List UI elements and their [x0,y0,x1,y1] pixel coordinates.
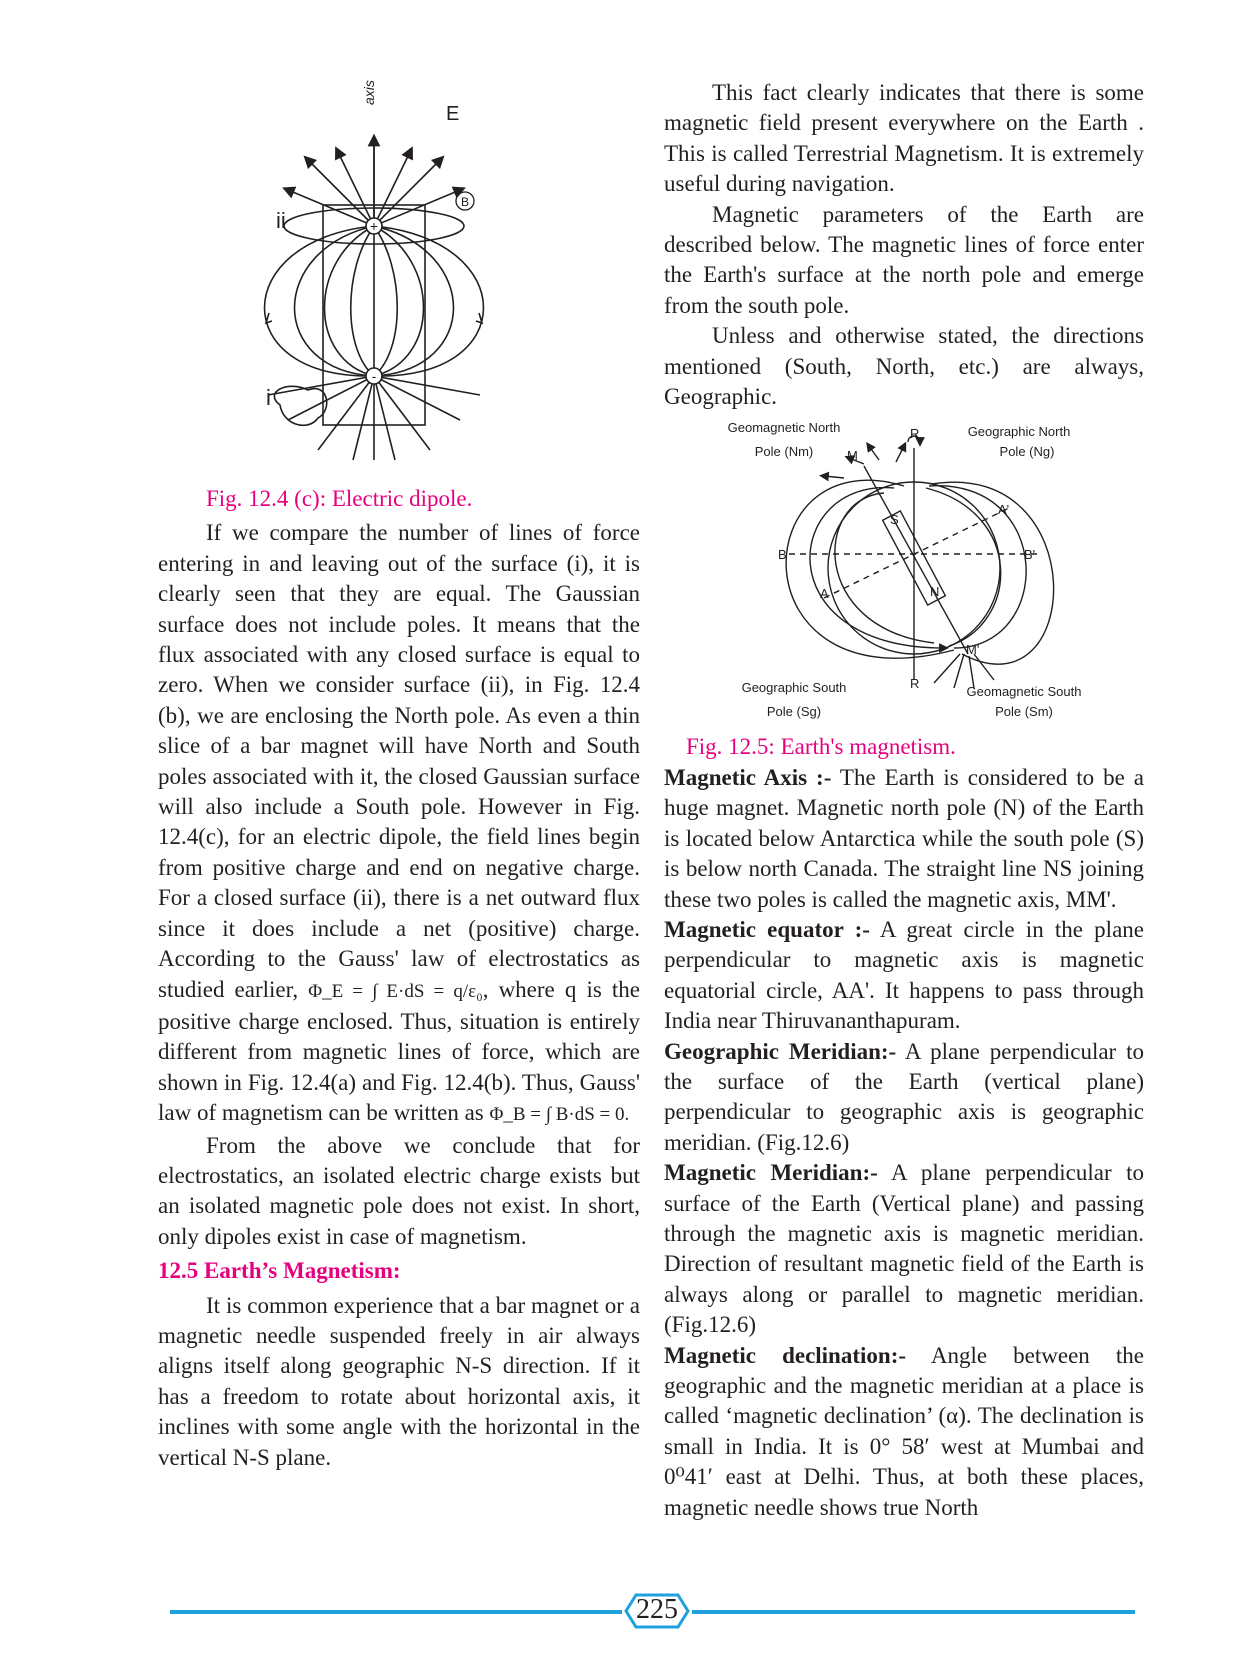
paragraph-geographic-meridian [664,1037,1144,1159]
page-footer [170,1594,1135,1625]
axis-label: axis [361,80,377,105]
figure-electric-dipole [158,80,640,490]
bar-n-label: N [930,584,940,600]
term-magnetic-equator: Magnetic equator :- [664,916,870,942]
text-magnetic-axis: The Earth is considered to be a huge magnet. Magnetic north pole (N) of the Earth is located below Antarctica while the south pole (S) is below north Canada. The straight line NS joining these two poles is called the magnetic axis, MM'. [664,764,1144,912]
term-magnetic-meridian: Magnetic Meridian:- [664,1160,878,1186]
footer-line-left [170,1610,622,1614]
figure-earths-magnetism [664,418,1144,736]
section-heading-earths-magnetism: 12.5 Earth’s Magnetism: [158,1258,401,1284]
electric-dipole-diagram [158,80,640,490]
geomagnetic-south-label-1: Geomagnetic South [966,684,1082,700]
m-prime-label: M' [966,642,980,658]
paragraph-magnetic-parameters: Magnetic parameters of the Earth are described below. The magnetic lines of force enter the Earth's surface at the north pole and emerge from the south pole. [664,201,1144,318]
text-magnetic-equator: A great circle in the plane perpendicular to magnetic axis is magnetic equatorial circle, AA'. It happens to pass through India near Thiruvananthapuram. [664,916,1144,1034]
paragraph-terrestrial-magnetism: This fact clearly indicates that there is some magnetic field present everywhere on the Earth . This is called Terrestrial Magnetism. It is extremely useful during navigation. [664,80,1144,197]
gauss-electric-formula-text: Φ_E = ∫ E·dS = q/ε₀ [308,980,483,1002]
paragraph-magnetic-equator [664,915,1144,1037]
figure-caption-12-4c: Fig. 12.4 (c): Electric dipole. [206,486,473,511]
paragraph-bar-magnet: It is common experience that a bar magnet or a magnetic needle suspended freely in air always aligns itself along geographic N-S direction. If it has a freedom to rotate about horizontal axis, it inclines with some angle with the horizontal in the vertical N-S plane. [158,1292,640,1470]
term-magnetic-declination: Magnetic declination:- [664,1342,907,1368]
footer-line-right [692,1610,1135,1614]
term-geographic-meridian: Geographic Meridian:- [664,1038,897,1064]
paragraph-magnetic-axis [664,763,1144,915]
plus-charge-label: + [369,218,379,234]
paragraph-gauss-continuation: , where q is the positive charge enclosed. Thus, situation is entirely different from magnetic lines of force, which are shown in Fig. 12.4(a) and Fig. 12.4(b). Thus, Gauss' law of magnetism can be written as [158,976,640,1126]
paragraph-directions-note: Unless and otherwise stated, the directions mentioned (South, North, etc.) are always, Geographic. [664,323,1144,410]
geomagnetic-north-label-2: Pole (Nm) [754,444,814,460]
gauss-electric-formula [308,981,483,1002]
paragraph-gauss-comparison-text: If we compare the number of lines of force entering in and leaving out of the surface (i), it is clearly seen that they are equal. The Gaussian surface does not include poles. It means that the flux associated with any closed surface is equal to zero. When we consider surface (ii), in Fig. 12.4 (b), we are enclosing the North pole. As even a thin slice of a bar magnet will have North and South poles associated with it, the closed Gaussian surface will also include a South pole. However in Fig. 12.4(c), for an electric dipole, the field lines begin from positive charge and end on negative charge. For a closed surface (ii), there is a net outward flux since it does include a net (positive) charge. According to the Gauss' law of electrostatics as studied earlier, [158,520,640,1002]
geomagnetic-north-label-1: Geomagnetic North [727,420,841,436]
text-magnetic-meridian: A plane perpendicular to surface of the Earth (Vertical plane) and passing through the magnetic axis is magnetic meridian. Direction of resultant magnetic field of the Earth is always along or parallel to magnetic meridian. (Fig.12.6) [664,1160,1144,1338]
term-magnetic-axis: Magnetic Axis :- [664,764,832,790]
minus-charge-label: - [371,368,377,384]
gauss-magnetic-formula-text: Φ_B = ∫ B·dS = 0. [489,1104,630,1126]
geographic-south-label-1: Geographic South [741,680,847,696]
paragraph-magnetic-meridian [664,1158,1144,1340]
paragraph-conclusion: From the above we conclude that for electrostatics, an isolated electric charge exists but an isolated magnetic pole does not exist. In short, only dipoles exist in case of magnetism. [158,1132,640,1249]
paragraph-magnetic-declination [664,1341,1144,1523]
geographic-north-label-2: Pole (Ng) [999,444,1055,460]
b-prime-label: B' [1024,547,1036,563]
left-column [158,0,640,1473]
r-top-label: R [910,426,920,442]
b-label: B [778,547,787,563]
surface-ii-label: ii [276,208,286,233]
earths-magnetism-diagram [664,418,1144,736]
e-label: E [446,103,460,125]
gauss-magnetic-formula [489,1104,629,1125]
text-magnetic-declination: Angle between the geographic and the magnetic meridian at a place is called ‘magnetic declination’ (α). The declination is small in India. It is 0° 58′ west at Mumbai and 0⁰41′ east at Delhi. Thus, at both these places, magnetic needle shows true North [664,1342,1144,1520]
a-prime-label: A' [998,502,1010,518]
a-label: A [820,586,829,602]
right-column [664,78,1144,1523]
page-number: 225 [636,1594,678,1625]
paragraph-gauss-comparison [158,518,640,1130]
m-label: M [847,448,858,464]
figure-caption-12-5: Fig. 12.5: Earth's magnetism. [686,734,956,760]
geomagnetic-south-label-2: Pole (Sm) [995,704,1053,720]
geographic-south-label-2: Pole (Sg) [766,704,822,720]
r-bottom-label: R [910,676,920,692]
b-label: B [460,195,470,209]
surface-i-label: i [266,385,271,410]
text-geographic-meridian: A plane perpendicular to the surface of the Earth (vertical plane) perpendicular to geographic axis is geographic meridian. (Fig.12.6) [664,1038,1145,1155]
geographic-north-label-1: Geographic North [967,424,1071,440]
bar-s-label: S [890,512,899,528]
